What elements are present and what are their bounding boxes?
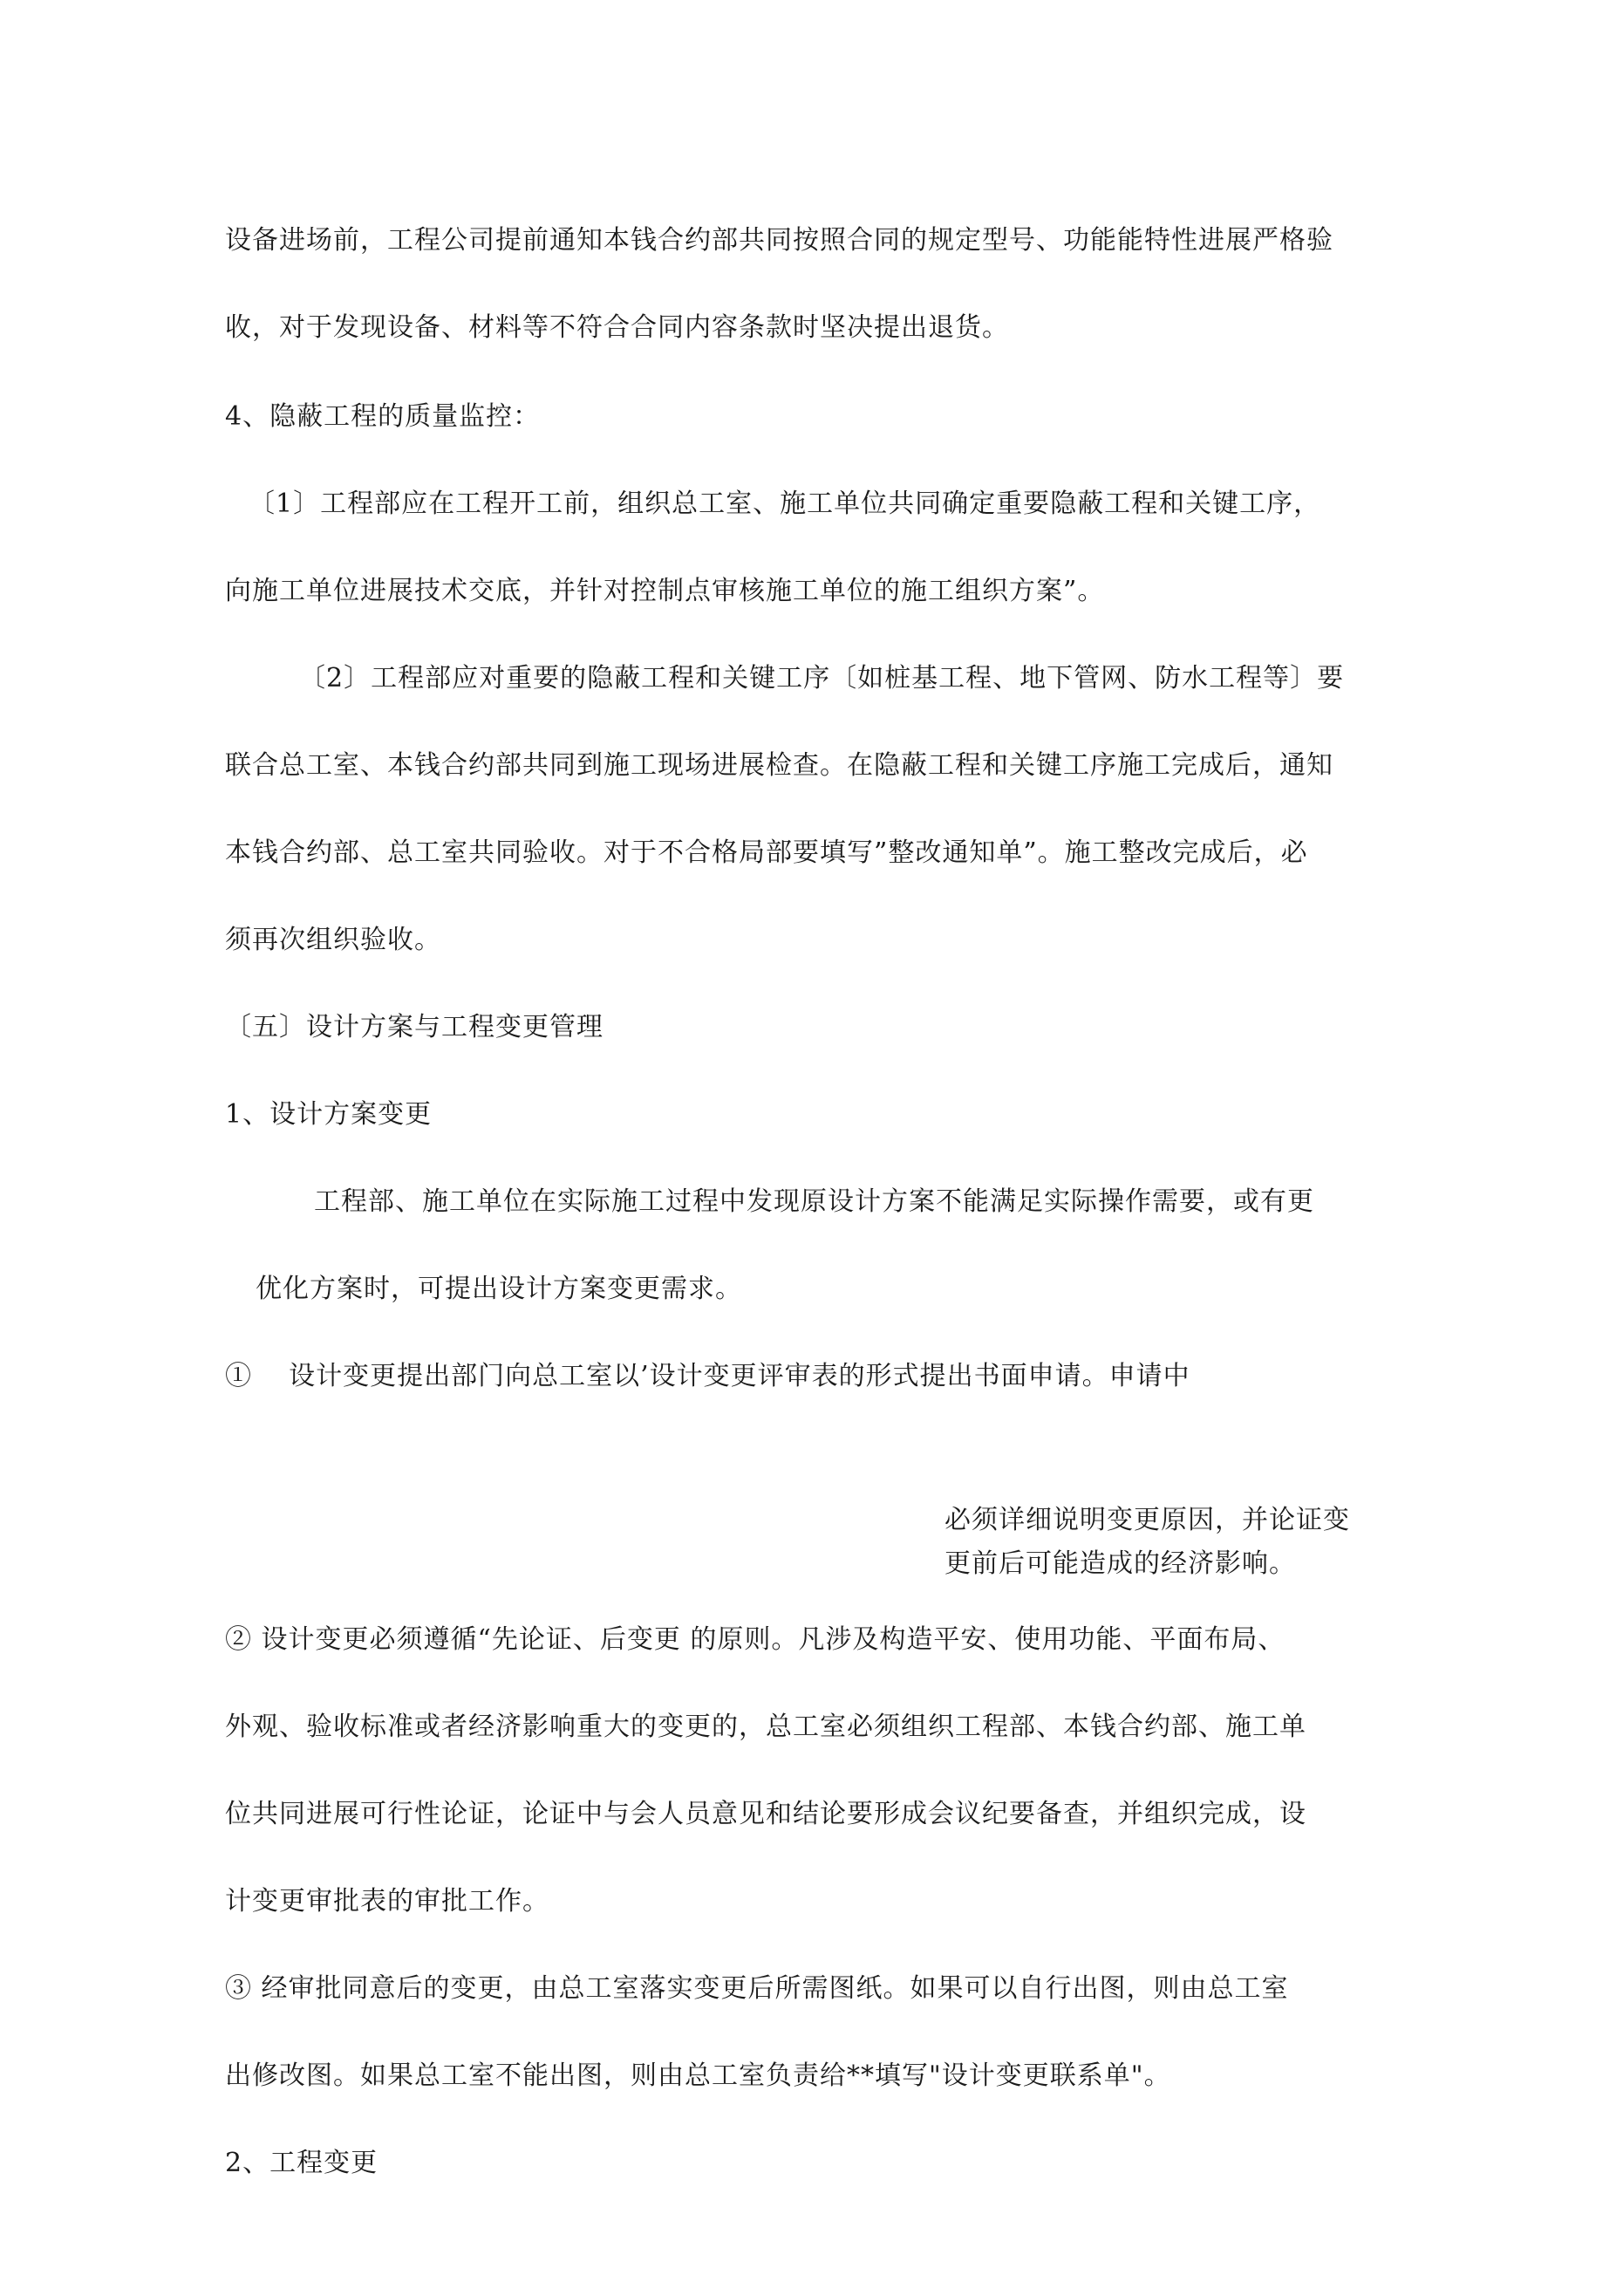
section-heading: 1、设计方案变更 xyxy=(225,1099,433,1130)
paragraph-line: 〔2〕工程部应对重要的隐蔽工程和关键工序〔如桩基工程、地下管网、防水工程等〕要 xyxy=(299,663,1345,694)
paragraph-line: 设备进场前，工程公司提前通知本钱合约部共同按照合同的规定型号、功能能特性进展严格验 xyxy=(225,225,1333,256)
paragraph-line: 外观、验收标准或者经济影响重大的变更的，总工室必须组织工程部、本钱合约部、施工单 xyxy=(225,1712,1306,1742)
paragraph-line: 出修改图。如果总工室不能出图，则由总工室负责给**填写"设计变更联系单"。 xyxy=(225,2060,1171,2091)
paragraph-line: ① 设计变更提出部门向总工室以’设计变更评审表的形式提出书面申请。申请中 xyxy=(225,1361,1190,1391)
section-heading: 〔五〕设计方案与工程变更管理 xyxy=(225,1012,604,1042)
paragraph-line: 优化方案时，可提出设计方案变更需求。 xyxy=(256,1274,742,1304)
paragraph-line: 〔1〕工程部应在工程开工前，组织总工室、施工单位共同确定重要隐蔽工程和关键工序， xyxy=(249,489,1321,519)
paragraph-line: 联合总工室、本钱合约部共同到施工现场进展检查。在隐蔽工程和关键工序施工完成后，通知 xyxy=(225,750,1333,781)
paragraph-line: 收，对于发现设备、材料等不符合合同内容条款时坚决提出退货。 xyxy=(225,312,1009,343)
paragraph-line: ② 设计变更必须遵循“先论证、后变更 的原则。凡涉及构造平安、使用功能、平面布局、 xyxy=(225,1624,1285,1655)
paragraph-line: 向施工单位进展技术交底，并针对控制点审核施工单位的施工组织方案”。 xyxy=(225,576,1105,606)
side-note-line: 必须详细说明变更原因，并论证变 xyxy=(944,1505,1350,1535)
paragraph-line: 工程部、施工单位在实际施工过程中发现原设计方案不能满足实际操作需要，或有更 xyxy=(314,1186,1314,1217)
section-heading: 2、工程变更 xyxy=(225,2148,378,2178)
paragraph-line: 计变更审批表的审批工作。 xyxy=(225,1886,549,1917)
side-note-line: 更前后可能造成的经济影响。 xyxy=(944,1548,1296,1579)
paragraph-line: 本钱合约部、总工室共同验收。对于不合格局部要填写”整改通知单”。施工整改完成后，必 xyxy=(225,837,1308,868)
paragraph-line: 须再次组织验收。 xyxy=(225,925,441,955)
paragraph-line: ③ 经审批同意后的变更，由总工室落实变更后所需图纸。如果可以自行出图，则由总工室 xyxy=(225,1973,1289,2004)
section-heading: 4、隐蔽工程的质量监控： xyxy=(225,401,541,432)
paragraph-line: 位共同进展可行性论证，论证中与会人员意见和结论要形成会议纪要备查，并组织完成，设 xyxy=(225,1799,1306,1829)
